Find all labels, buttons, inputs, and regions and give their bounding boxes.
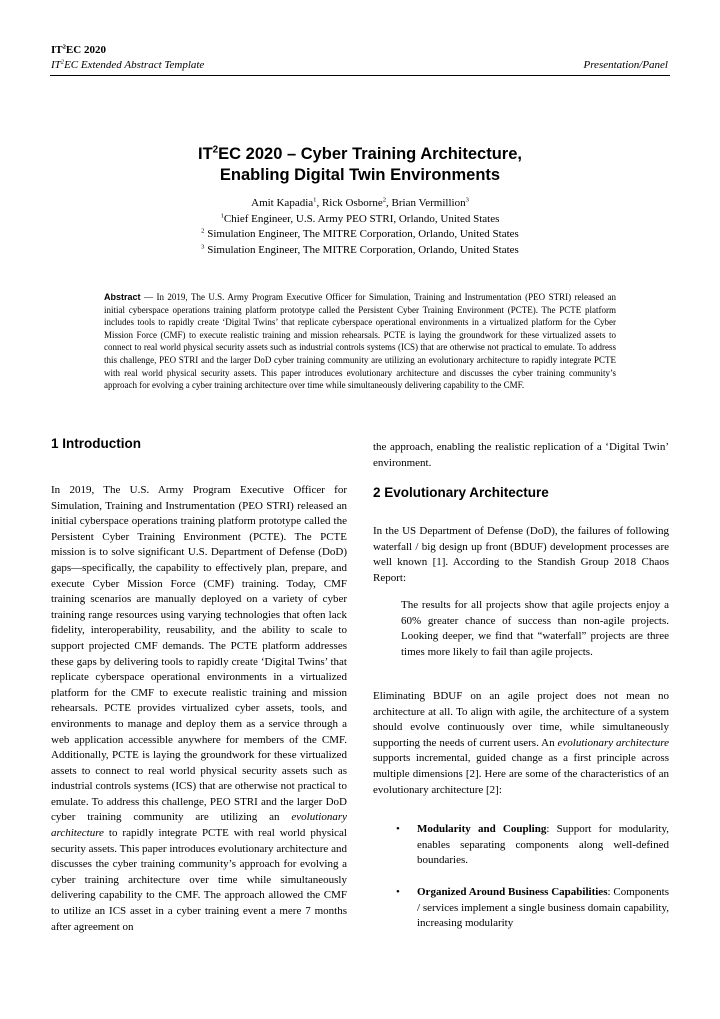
affiliation-2-sup: 2 xyxy=(201,227,205,235)
title-line-2: Enabling Digital Twin Environments xyxy=(219,166,501,184)
venue-text-a: IT xyxy=(51,44,63,56)
bullet-2-sep: : xyxy=(607,886,611,898)
bullet-dot-icon: • xyxy=(396,886,400,898)
section-1-continuation: the approach, enabling the realistic replication of a ‘Digital Twin’ environment. xyxy=(373,441,669,469)
abstract-text: — In 2019, The U.S. Army Program Executive Officer for Simulation, Training and Instrumentation (PEO STRI) released an initial cyberspace operations training platform prototype called the Persistent Cyber Training Environment (PCTE). The PCTE platform includes tools to rapidly create ‘Digital Twins’ that replicate cyberspace operational environments in a virtualized platform for the Cyber Mission Force (CMF) to execute realistic training and mission rehearsals. PCTE is laying the groundwork for these virtualized assets to connect to real world physical security assets such as industrial controls systems (ICS) that are otherwise not practical to emulate. To address this challenge, PEO STRI and the larger DoD cyber training community are utilizing an evolutionary architecture to rapidly integrate PCTE with real world physical security assets. This paper introduces evolutionary architecture and discusses the cyber training community’s approach for evolving a cyber training architecture over time while simultaneously delivering capability to the CMF. xyxy=(104,292,616,391)
author-3-sup: 3 xyxy=(465,196,469,204)
header-paper-type: Presentation/Panel xyxy=(583,59,668,71)
affiliation-3 xyxy=(0,243,720,259)
bullet-1-text: Support for modularity, enables separating components along well-defined boundaries. xyxy=(417,823,670,867)
section-2-heading: 2 Evolutionary Architecture xyxy=(373,485,549,500)
author-3: , Brian Vermillion xyxy=(386,197,466,209)
section-1-paragraph xyxy=(51,483,347,935)
venue-sup: 2 xyxy=(62,43,66,51)
bullet-modularity xyxy=(396,822,670,869)
header-venue xyxy=(51,44,106,56)
header-rule xyxy=(50,75,670,76)
affiliation-3-sup: 3 xyxy=(201,242,205,250)
abstract xyxy=(104,291,616,392)
header-template xyxy=(51,59,204,71)
author-1: Amit Kapadia xyxy=(251,197,314,209)
title-sup: 2 xyxy=(212,144,219,156)
section-2-paragraph-2 xyxy=(373,689,669,798)
section-1-text-a: In 2019, The U.S. Army Program Executive Officer for Simulation, Training and Instrumentation (PEO STRI) released an initial cyberspace operations training platform prototype called the Persistent Cyber Training Environment (PCTE). The PCTE mission is to solve significant U.S. Department of Defense (DoD) gaps—specifically, the capability to effectively plan, prepare, and execute Cyber Mission Force (CMF) training. Today, CMF training scenarios are manually deployed on a variety of cyber training range resources using varying technologies that often lack fidelity, interoperability, reusability, and the ability to scale to support projected CMF demands. The PCTE platform addresses these gaps by delivering tools to rapidly create ‘Digital Twins’ that replicate cyberspace operational environments in a virtualized platform for the CMF to execute realistic training and mission rehearsals. PCTE provides virtualized cyber assets, tools, and environments to manage and deploy them as a service through a web application accessible anywhere for members of the CMF. Additionally, PCTE is laying the groundwork for these virtualized assets to connect to real world physical security assets such as industrial controls systems (ICS) that are otherwise not practical to emulate. To address this challenge, PEO STRI and the larger DoD cyber training community are utilizing an xyxy=(51,484,347,824)
title-line-1 xyxy=(0,144,720,165)
affiliation-2-text: Simulation Engineer, The MITRE Corporation, Orlando, United States xyxy=(204,228,519,240)
chaos-report-quote: The results for all projects show that agile projects enjoy a 60% greater chance of success than non-agile projects. Looking deeper, we find that “waterfall” projects are three times more likely to fail than agile projects. xyxy=(401,599,669,658)
section-1-text-b: to rapidly integrate PCTE with real world physical security assets. This paper introduces evolutionary architecture and discusses the cyber training community’s approach for evolving a cyber training architecture over time while simultaneously delivering capability to the CMF. The approach allowed the CMF to utilize an ICS asset in a cyber training event a mere 7 months after agreement on xyxy=(51,827,347,933)
template-text-a: IT xyxy=(51,59,61,71)
bullet-1-sep: : xyxy=(546,823,550,835)
affiliation-2 xyxy=(0,227,720,243)
paper-title xyxy=(0,144,720,186)
template-text-b: EC Extended Abstract Template xyxy=(64,59,205,71)
affiliation-1-text: Chief Engineer, U.S. Army PEO STRI, Orlando, United States xyxy=(223,212,500,225)
author-1-sup: 1 xyxy=(313,196,317,204)
section-2-text-b: supports incremental, guided change as a first principle across multiple dimensions [2]. Here are some of the characteristics of an evolutionary architecture [2]: xyxy=(373,752,669,796)
author-block xyxy=(0,196,720,258)
section-2-paragraph-1: In the US Department of Defense (DoD), the failures of following waterfall / big design up front (BDUF) development processes are well known [1]. According to the Standish Group 2018 Chaos Report: xyxy=(373,525,669,584)
bullet-business-capabilities xyxy=(396,885,669,932)
abstract-label: Abstract xyxy=(104,292,141,302)
title-text-b: EC 2020 – Cyber Training Architecture, xyxy=(218,145,522,163)
affiliation-1 xyxy=(0,212,720,228)
bullet-1-title: Modularity and Coupling xyxy=(417,823,547,835)
template-sup: 2 xyxy=(60,58,65,66)
venue-text-b: EC 2020 xyxy=(65,44,106,56)
title-text-a: IT xyxy=(197,145,213,163)
author-2: , Rick Osborne xyxy=(316,197,383,209)
bullet-dot-icon: • xyxy=(396,823,400,835)
section-2-emphasis: evolutionary architecture xyxy=(557,736,669,749)
author-names xyxy=(0,196,720,212)
affiliation-3-text: Simulation Engineer, The MITRE Corporation, Orlando, United States xyxy=(204,243,519,256)
section-2-text-a: Eliminating BDUF on an agile project does not mean no architecture at all. To align with agile, the architecture of a system should evolve continuously over time, while simultaneously supporting the needs of current users. An xyxy=(373,690,669,749)
author-2-sup: 2 xyxy=(382,196,387,204)
affiliation-1-sup: 1 xyxy=(220,211,224,219)
bullet-2-title: Organized Around Business Capabilities xyxy=(417,886,608,898)
section-1-heading: 1 Introduction xyxy=(51,436,141,451)
bullet-2-text: Components / services implement a single business domain capability, increasing modularity xyxy=(417,886,669,930)
section-1-emphasis: evolutionary architecture xyxy=(51,811,347,840)
